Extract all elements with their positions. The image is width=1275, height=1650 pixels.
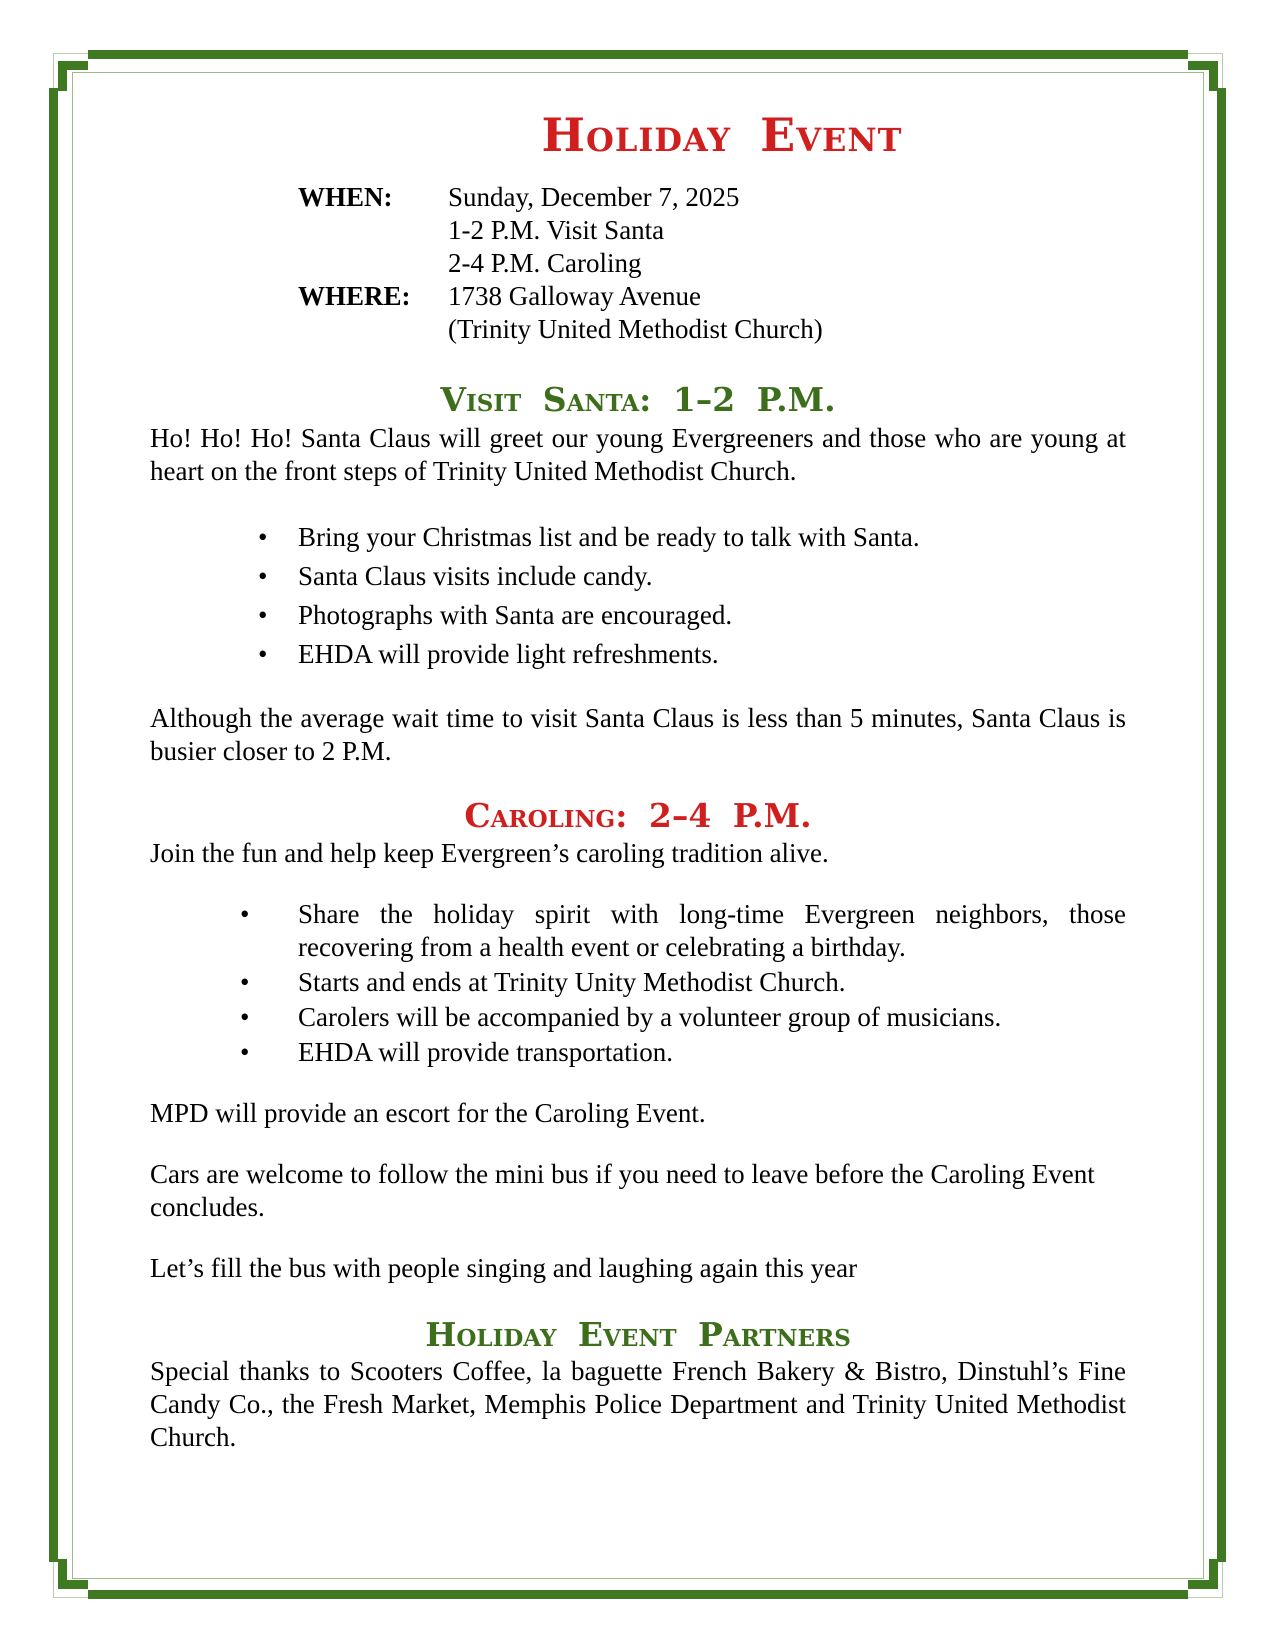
frame-top-border — [88, 50, 1188, 59]
bullet-icon: • — [240, 898, 250, 929]
where-address: 1738 Galloway Avenue — [448, 281, 701, 312]
list-item-text: Santa Claus visits include candy. — [298, 561, 653, 592]
visit-santa-list — [150, 518, 1126, 674]
list-item — [150, 635, 1126, 674]
list-item — [150, 1001, 1126, 1034]
caroling-list — [150, 898, 1126, 1069]
bullet-icon: • — [240, 1001, 250, 1032]
frame-left-border — [49, 88, 58, 1562]
visit-santa-intro: Ho! Ho! Ho! Santa Claus will greet our young Evergreeners and those who are young at heart on the front steps of Trinity United Methodist Church. — [150, 423, 1126, 487]
event-info — [298, 181, 823, 346]
list-item-text: Photographs with Santa are encouraged. — [298, 600, 733, 631]
page-title: Holiday Event — [541, 108, 903, 162]
bullet-icon: • — [258, 639, 268, 670]
frame-corner-bottom-left — [58, 1559, 67, 1589]
flyer-content — [150, 100, 1126, 1454]
list-item-text: Share the holiday spirit with long-time Evergreen neighbors, those recovering from a health event or celebrating a birthday. — [298, 898, 1126, 962]
bullet-icon: • — [258, 600, 268, 631]
when-date: Sunday, December 7, 2025 — [448, 182, 740, 213]
where-label: WHERE: — [298, 281, 411, 312]
caroling-closing: Let’s fill the bus with people singing and laughing again this year — [150, 1252, 858, 1283]
list-item-text: EHDA will provide light refreshments. — [298, 639, 719, 670]
partners-heading: Holiday Event Partners — [425, 1314, 851, 1354]
bullet-icon: • — [240, 966, 250, 997]
list-item — [150, 557, 1126, 596]
list-item-text: EHDA will provide transportation. — [298, 1036, 673, 1067]
list-item-text: Starts and ends at Trinity Unity Methodist Church. — [298, 966, 846, 997]
list-item — [150, 518, 1126, 557]
bullet-icon: • — [258, 561, 268, 592]
caroling-intro: Join the fun and help keep Evergreen’s caroling tradition alive. — [150, 837, 829, 868]
bullet-icon: • — [240, 1036, 250, 1067]
list-item — [150, 898, 1126, 964]
frame-corner-bottom-right — [1209, 1559, 1218, 1589]
frame-corner-top-left — [58, 61, 67, 91]
frame-corner-top-right — [1209, 61, 1218, 91]
when-label: WHEN: — [298, 182, 393, 213]
where-venue: (Trinity United Methodist Church) — [448, 314, 823, 345]
list-item-text: Bring your Christmas list and be ready to talk with Santa. — [298, 522, 920, 553]
visit-santa-wait-note: Although the average wait time to visit Santa Claus is less than 5 minutes, Santa Claus is busier closer to 2 P.M. — [150, 703, 1126, 767]
list-item-text: Carolers will be accompanied by a volunteer group of musicians. — [298, 1001, 1002, 1032]
partners-text: Special thanks to Scooters Coffee, la baguette French Bakery & Bistro, Dinstuhl’s Fine Candy Co., the Fresh Market, Memphis Police Department and Trinity United Methodist Church. — [150, 1356, 1126, 1453]
caroling-heading: Caroling: 2–4 P.M. — [464, 796, 812, 836]
frame-bottom-border — [88, 1590, 1188, 1599]
when-caroling-time: 2-4 P.M. Caroling — [448, 248, 642, 279]
list-item — [150, 966, 1126, 999]
when-visit-santa-time: 1-2 P.M. Visit Santa — [448, 215, 665, 246]
visit-santa-heading: Visit Santa: 1–2 P.M. — [440, 380, 836, 420]
list-item — [150, 596, 1126, 635]
caroling-cars-note: Cars are welcome to follow the mini bus if you need to leave before the Caroling Event concludes. — [150, 1158, 1095, 1222]
list-item — [150, 1036, 1126, 1069]
bullet-icon: • — [258, 522, 268, 553]
frame-right-border — [1217, 88, 1226, 1562]
caroling-escort-note: MPD will provide an escort for the Caroling Event. — [150, 1097, 706, 1128]
